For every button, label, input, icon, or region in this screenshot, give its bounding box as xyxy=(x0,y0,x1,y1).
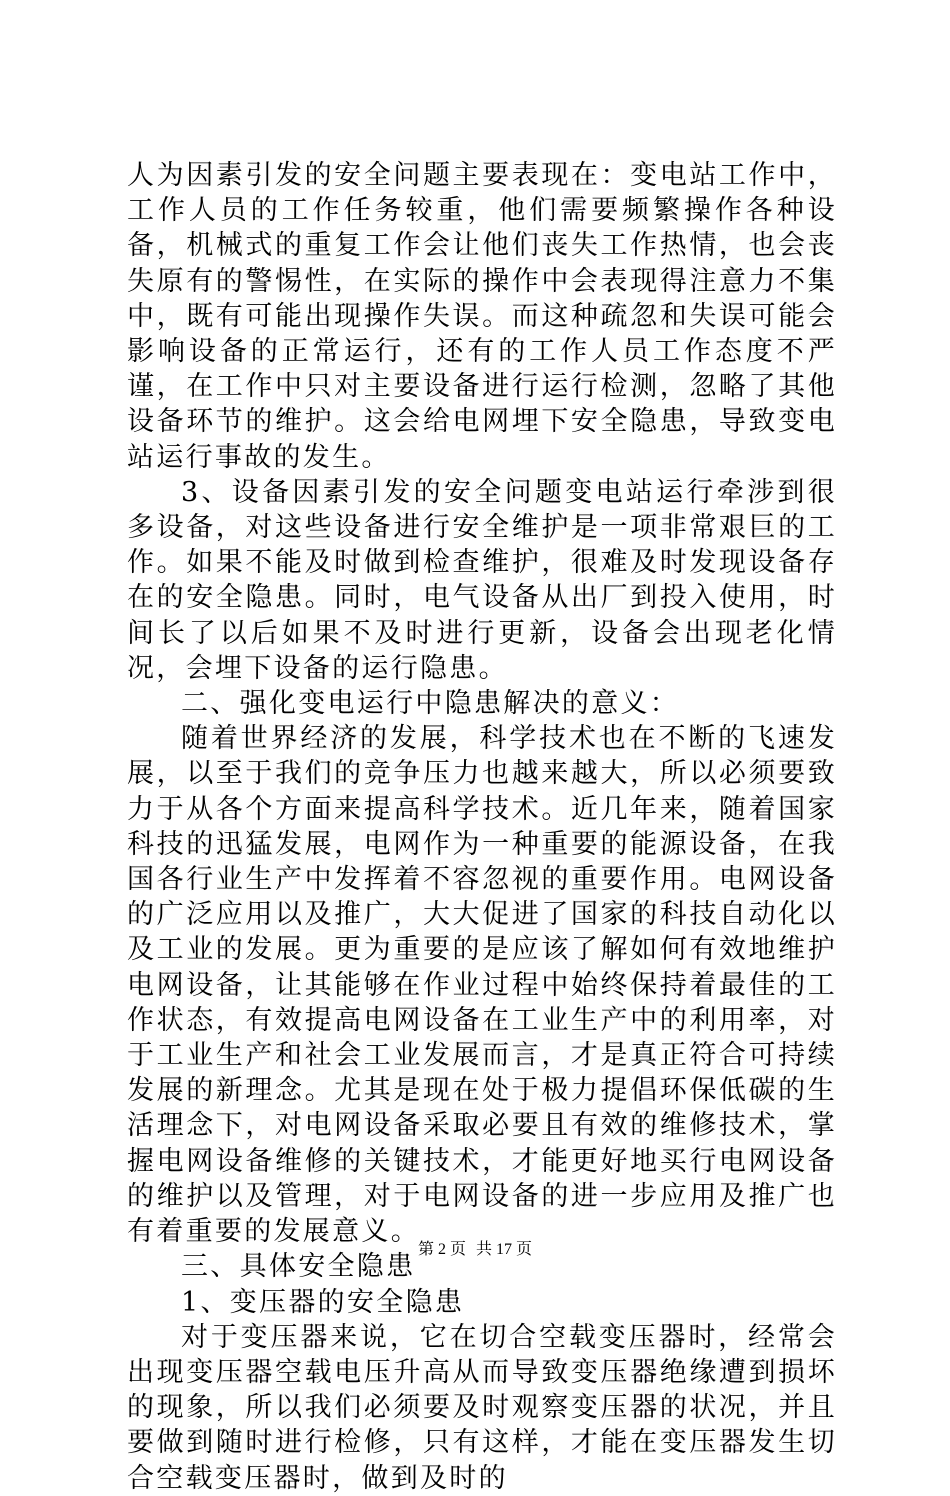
subheading-transformer: 1、变压器的安全隐患 xyxy=(181,1286,465,1318)
page-footer xyxy=(0,1240,950,1260)
document-body xyxy=(127,158,837,1496)
paragraph-human-factors: 人为因素引发的安全问题主要表现在：变电站工作中，工作人员的工作任务较重，他们需要频繁操作各种设备，机械式的重复工作会让他们丧失工作热情，也会丧失原有的警惕性，在实际的操作中会表现得注意力不集中，既有可能出现操作失误。而这种疏忽和失误可能会影响设备的正常运行，还有的工作人员工作态度不严谨，在工作中只对主要设备进行运行检测，忽略了其他设备环节的维护。这会给电网埋下安全隐患，导致变电站运行事故的发生。 xyxy=(127,160,837,473)
page-number: 第 2 页 xyxy=(417,1241,466,1258)
section-heading-hazards: 三、具体安全隐患 xyxy=(181,1251,416,1283)
paragraph-significance: 随着世界经济的发展，科学技术也在不断的飞速发展，以至于我们的竞争压力也越来越大，所以必须要致力于从各个方面来提高科学技术。近几年来，随着国家科技的迅猛发展，电网作为一种重要的能源设备，在我国各行业生产中发挥着不容忽视的重要作用。电网设备的广泛应用以及推广，大大促进了国家的科技自动化以及工业的发展。更为重要的是应该了解如何有效地维护电网设备，让其能够在作业过程中始终保持着最佳的工作状态，有效提高电网设备在工业生产中的利用率，对于工业生产和社会工业发展而言，才是真正符合可持续发展的新理念。尤其是现在处于极力提倡环保低碳的生活理念下，对电网设备采取必要且有效的维修技术，掌握电网设备维修的关键技术，才能更好地买行电网设备的维护以及管理，对于电网设备的进一步应用及推广也有着重要的发展意义。 xyxy=(127,723,837,1248)
page-total: 共 17 页 xyxy=(476,1241,533,1258)
section-heading-significance: 二、强化变电运行中隐患解决的意义： xyxy=(181,688,680,720)
paragraph-transformer: 对于变压器来说，它在切合空载变压器时，经常会出现变压器空载电压升高从而导致变压器绝缘遭到损坏的现象，所以我们必须要及时观察变压器的状况，并且要做到随时进行检修，只有这样，才能在变压器发生切合空载变压器时，做到及时的 xyxy=(127,1321,837,1494)
paragraph-equipment-factors: 3、设备因素引发的安全问题变电站运行牵涉到很多设备，对这些设备进行安全维护是一项非常艰巨的工作。如果不能及时做到检查维护，很难及时发现设备存在的安全隐患。同时，电气设备从出厂到投入使用，时间长了以后如果不及时进行更新，设备会出现老化情况，会埋下设备的运行隐患。 xyxy=(127,476,837,684)
